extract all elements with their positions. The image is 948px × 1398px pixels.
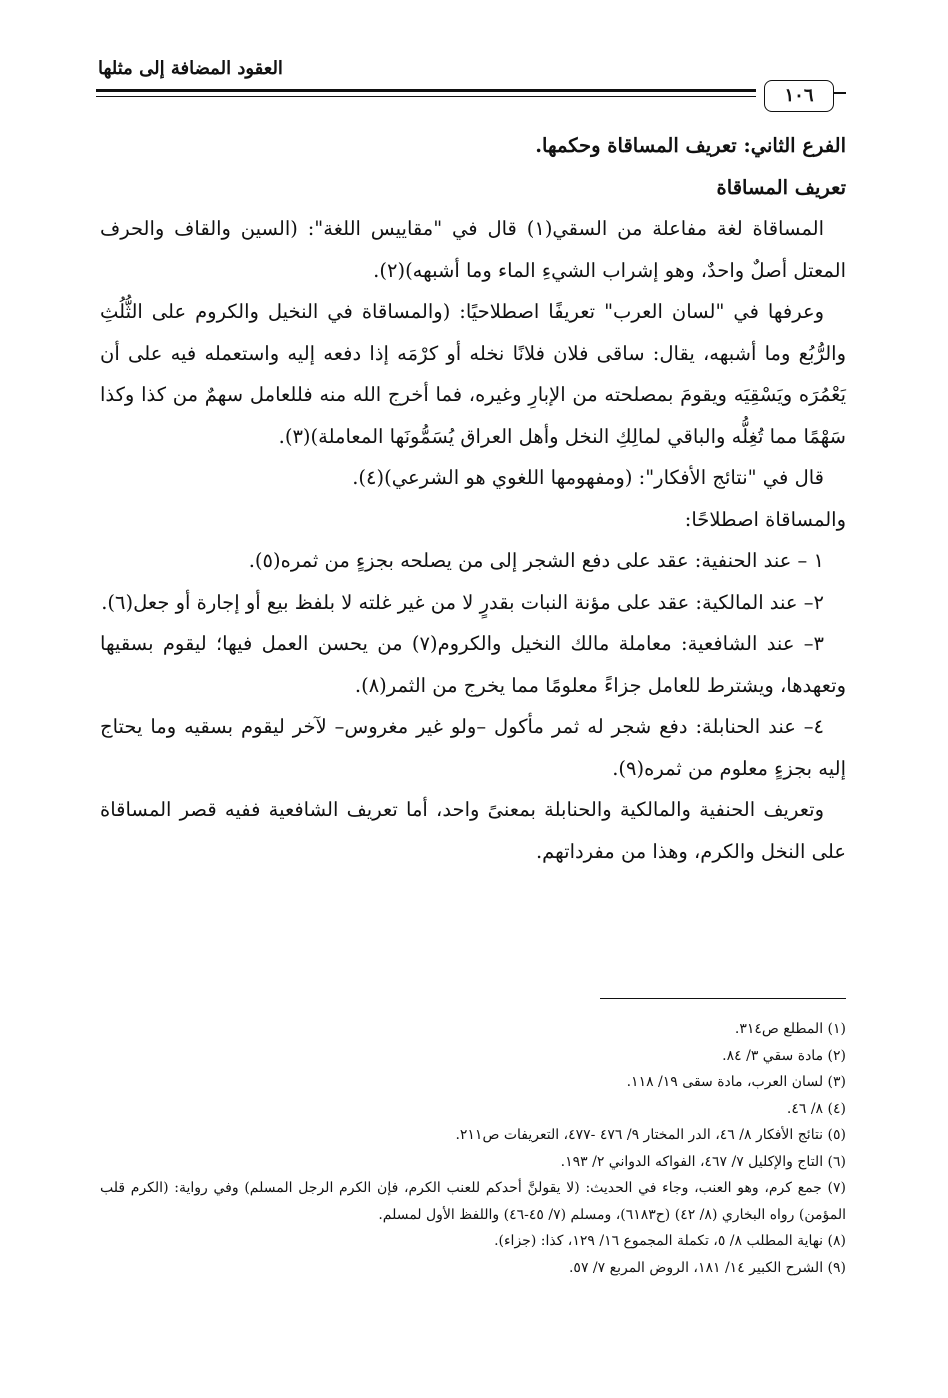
footnote-6: (٦) التاج والإكليل ٧/ ٤٦٧، الفواكه الدواني ٢/ ١٩٣. <box>560 1153 846 1170</box>
footnote-separator <box>600 998 846 999</box>
footnote-1: (١) المطلع ص٣١٤. <box>734 1021 846 1037</box>
header-rule-end <box>834 92 846 94</box>
footnotes <box>100 1016 846 1281</box>
paragraph-4: والمساقاة اصطلاحًا: <box>684 507 846 531</box>
page-number: ١٠٦ <box>764 80 834 112</box>
footnote-8: (٨) نهاية المطلب ٨/ ٥، تكملة المجموع ١٦/ ١٢٩، كذا: (جزاء). <box>494 1233 846 1249</box>
footnote-2: (٢) مادة سقي ٣/ ٨٤. <box>722 1047 846 1064</box>
book-title: العقود المضافة إلى مثلها <box>98 58 283 79</box>
paragraph-conclusion: وتعريف الحنفية والمالكية والحنابلة بمعنىً واحد، أما تعريف الشافعية ففيه قصر المساقاة على النخل والكرم، وهذا من مفرداتهم. <box>100 798 846 863</box>
paragraph-2: وعرفها في "لسان العرب" تعريفًا اصطلاحيًا: (والمساقاة في النخيل والكروم على الثُّلُثِ والرُّبُع وما أشبهه، يقال: ساقى فلان فلانًا نخله أو كرْمَه إذا دفعه إليه واستعمله فيه على أن يَعْمُرَه ويَسْقِيَه ويقومَ بمصلحته من الإبارِ وغيره، فما أخرج الله منه فللعامل سهمٌ من كذا وكذا سَهْمًا مما تُغِلُّه والباقي لمالِكِ النخل وأهل العراق يُسَمُّونَها المعاملة)(٣). <box>100 300 846 448</box>
footnote-3: (٣) لسان العرب، مادة سقى ١٩/ ١١٨. <box>626 1074 846 1090</box>
footnote-9: (٩) الشرح الكبير ١٤/ ١٨١، الروض المربع ٧/ ٥٧. <box>568 1259 846 1276</box>
header-rule-thin <box>96 96 756 97</box>
section-title: الفرع الثاني: تعريف المساقاة وحكمها. <box>535 134 846 157</box>
footnote-5: (٥) نتائج الأفكار ٨/ ٤٦، الدر المختار ٩/ ٤٧٦ -٤٧٧، التعريفات ص٢١١. <box>455 1127 846 1143</box>
subsection-title: تعريف المساقاة <box>716 175 846 199</box>
main-text <box>100 125 846 872</box>
header-rule <box>96 89 756 92</box>
footnote-4: (٤) ٨/ ٤٦. <box>786 1100 846 1117</box>
paragraph-1: المساقاة لغة مفاعلة من السقي(١) قال في "مقاييس اللغة": (السين والقاف والحرف المعتل أصلٌ واحدٌ، وهو إشراب الشيءِ الماء وما أشبهه)(٢). <box>100 217 846 282</box>
paragraph-3: قال في "نتائج الأفكار": (ومفهومها اللغوي هو الشرعي)(٤). <box>352 466 824 489</box>
definition-hanbali: ٤– عند الحنابلة: دفع شجر له ثمر مأكول –ولو غير مغروس– لآخر ليقوم بسقيه وما يحتاج إليه بجزءٍ معلوم من ثمره(٩). <box>100 715 846 780</box>
definition-maliki: ٢– عند المالكية: عقد على مؤنة النبات بقدرٍ لا من غير غلته لا بلفظ بيع أو إجارة أو جعل(٦). <box>101 590 824 614</box>
definition-hanafi: ١ – عند الحنفية: عقد على دفع الشجر إلى من يصلحه بجزءٍ من ثمره(٥). <box>248 549 824 572</box>
definition-shafii: ٣– عند الشافعية: معاملة مالك النخيل والكروم(٧) من يحسن العمل فيها؛ ليقوم بسقيها وتعهدها، ويشترط للعامل جزاءً معلومًا مما يخرج من الثمر(٨). <box>100 632 846 697</box>
footnote-7: (٧) جمع كرم، وهو العنب، وجاء في الحديث: (لا يقولنَّ أحدكم للعنب الكرم، فإن الكرم الرجل المسلم) وفي رواية: (الكرم قلب المؤمن) رواه البخاري (٨/ ٤٢) (ح٦١٨٣)، ومسلم (٧/ ٤٥-٤٦) واللفظ الأول لمسلم. <box>100 1180 846 1223</box>
